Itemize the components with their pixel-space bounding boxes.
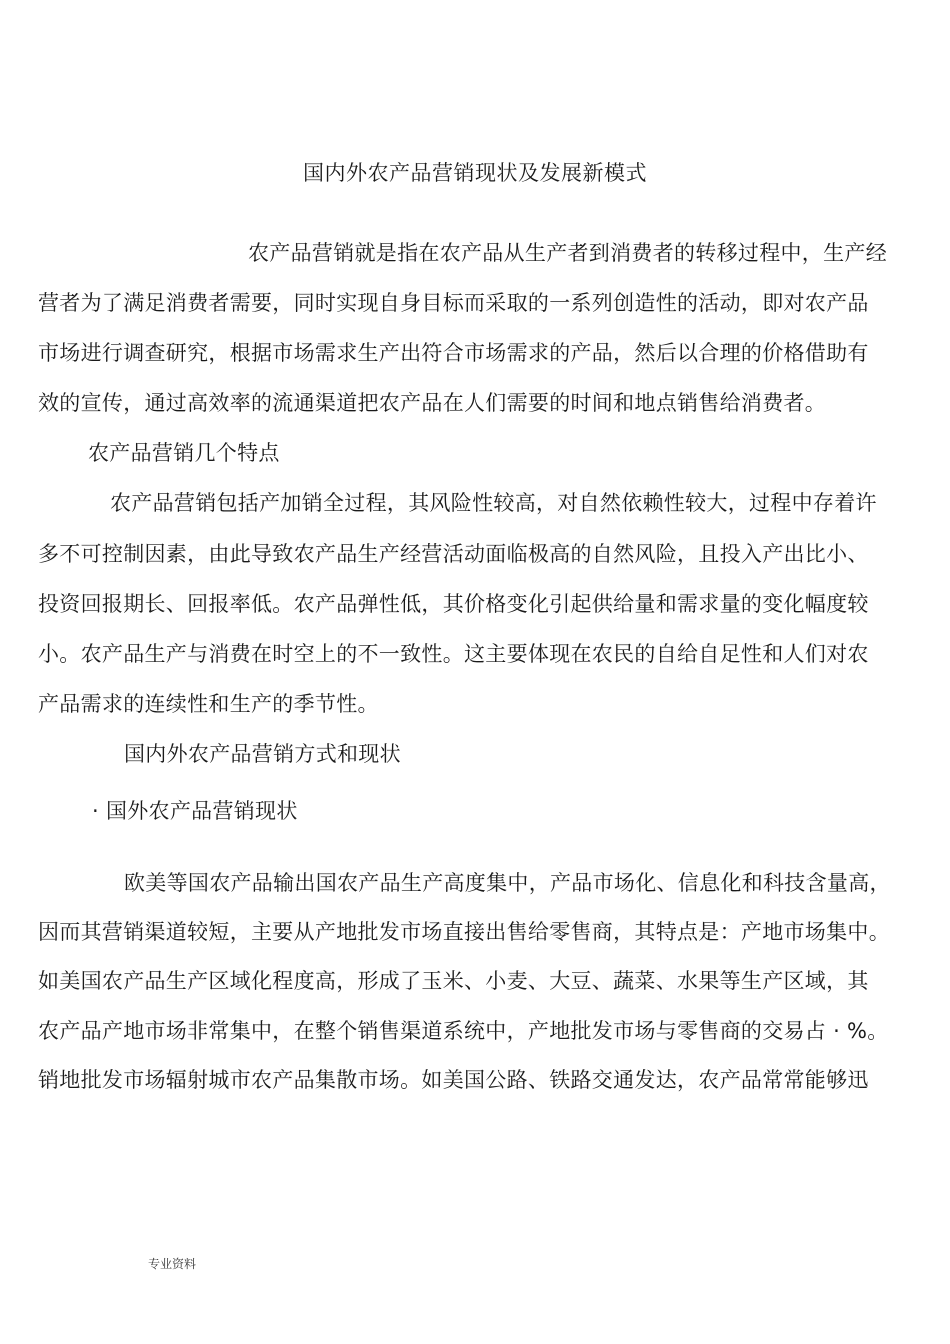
foreign-line-4: 农产品产地市场非常集中，在整个销售渠道系统中，产地批发市场与零售商的交易占 · %。 xyxy=(38,1019,889,1043)
foreign-line-1: 欧美等国农产品输出国农产品生产高度集中，产品市场化、信息化和科技含量高， xyxy=(124,871,891,895)
heading-features: 农产品营销几个特点 xyxy=(88,441,280,465)
features-line-1: 农产品营销包括产加销全过程，其风险性较高，对自然依赖性较大，过程中存着许 xyxy=(110,491,877,515)
features-line-5: 产品需求的连续性和生产的季节性。 xyxy=(38,692,379,716)
heading-foreign: · 国外农产品营销现状 xyxy=(92,799,298,823)
heading-status: 国内外农产品营销方式和现状 xyxy=(124,742,401,766)
features-line-3: 投资回报期长、回报率低。农产品弹性低，其价格变化引起供给量和需求量的变化幅度较 xyxy=(38,592,869,616)
intro-line-4: 效的宣传，通过高效率的流通渠道把农产品在人们需要的时间和地点销售给消费者。 xyxy=(38,391,827,415)
features-line-2: 多不可控制因素，由此导致农产品生产经营活动面临极高的自然风险，且投入产出比小、 xyxy=(38,542,869,566)
foreign-line-5: 销地批发市场辐射城市农产品集散市场。如美国公路、铁路交通发达，农产品常常能够迅 xyxy=(38,1068,869,1092)
intro-line-1: 农产品营销就是指在农产品从生产者到消费者的转移过程中，生产经 xyxy=(248,241,887,265)
document-title: 国内外农产品营销现状及发展新模式 xyxy=(303,161,647,185)
page-footer: 专业资料 xyxy=(148,1257,197,1271)
foreign-line-3: 如美国农产品生产区域化程度高，形成了玉米、小麦、大豆、蔬菜、水果等生产区域，其 xyxy=(38,969,869,993)
foreign-line-2: 因而其营销渠道较短，主要从产地批发市场直接出售给零售商，其特点是：产地市场集中。 xyxy=(38,920,890,944)
features-line-4: 小。农产品生产与消费在时空上的不一致性。这主要体现在农民的自给自足性和人们对农 xyxy=(38,642,869,666)
intro-line-3: 市场进行调查研究，根据市场需求生产出符合市场需求的产品，然后以合理的价格借助有 xyxy=(38,341,869,365)
intro-line-2: 营者为了满足消费者需要，同时实现自身目标而采取的一系列创造性的活动，即对农产品 xyxy=(38,291,869,315)
